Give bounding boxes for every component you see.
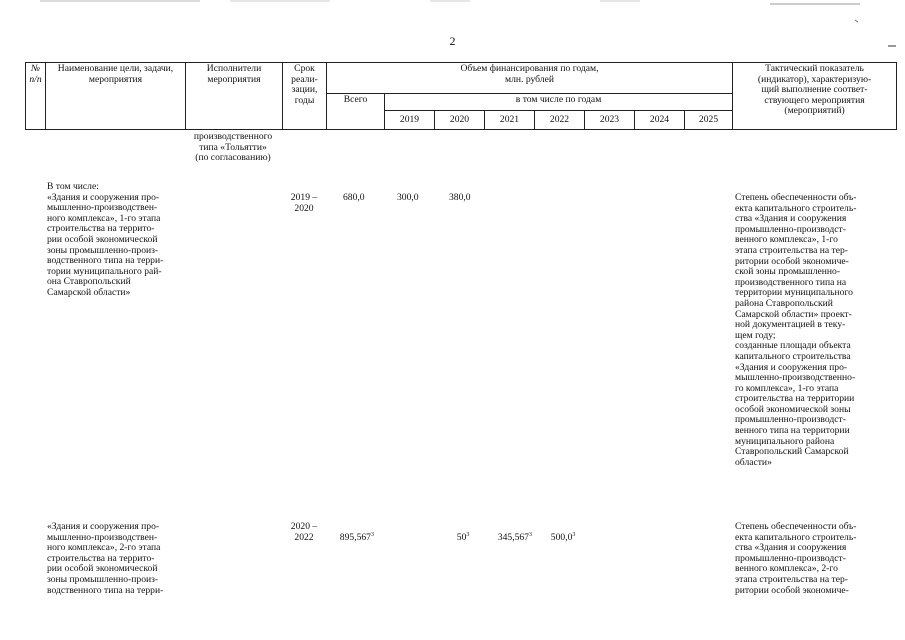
header-year: 2024 — [635, 111, 685, 130]
header-funding: Объем финансирования по годам, млн. рублей — [327, 63, 733, 94]
footnote-mark: 3 — [572, 531, 576, 538]
table-header — [25, 62, 897, 130]
row1-2019: 300,0 — [397, 192, 419, 203]
header-term: Срок реали- зации, годы — [283, 63, 327, 130]
row2-2022: 500,0$^3$ — [550, 531, 576, 543]
header-name: Наименование цели, задачи, мероприятия — [46, 63, 186, 130]
row2-name: «Здания и сооружения про- мышленно-производствен- ного комплекса», 2-го этапа строительства на террито- рии особой экономической зоны промышленно-произ- водственного типа на терри- — [47, 521, 164, 596]
page-number: 2 — [449, 34, 456, 48]
row1-2020: 380,0 — [449, 192, 471, 203]
executor-continuation: производственного типа «Тольятти» (по согласованию) — [193, 131, 273, 164]
header-year: 2019 — [385, 111, 435, 130]
header-num: № п/п — [26, 63, 46, 130]
scan-artifacts — [0, 0, 905, 60]
footnote-mark: 3 — [370, 531, 374, 538]
header-indicator: Тактический показатель (индикатор), характеризую- щий выполнение соответ- ствующего мероприятия (мероприятий) — [733, 63, 897, 130]
header-year: 2020 — [435, 111, 485, 130]
header-total: Всего — [327, 93, 385, 129]
row1-total: 680,0 — [343, 192, 365, 203]
row2-indicator: Степень обеспеченности объ- екта капитального строитель- ства «Здания и сооружения промышленно-производст- венного комплекса», 2-го этапа строительства на тер- ритории особой экономиче- — [735, 521, 857, 596]
header-year: 2022 — [535, 111, 585, 130]
header-executors: Исполнители мероприятия — [186, 63, 283, 130]
row2-2021: 345,567$^3$ — [497, 531, 532, 543]
row1-term: 2019 – 2020 — [290, 192, 318, 214]
header-year: 2023 — [585, 111, 635, 130]
row1-indicator: Степень обеспеченности объ- екта капитального строитель- ства «Здания и сооружения промышленно-производст- венного комплекса», 1-го этапа строительства на тер- ритории особой экономиче- ской зоны промышленно- производственного типа на территории муниципального района Ставропольский Самарской области» проект- ной документацией в теку- щем году; созданные площади объекта капитального строительства «Здания и сооружения про- мышленно-производственно- го комплекса», 1-го этапа строительства на территории особой экономической зоны промышленно-производст- венного типа на территории муниципального района Ставропольский Самарской области» — [735, 192, 857, 468]
row2-total: 895,567$^3$ — [339, 531, 374, 543]
row2-2020: $50^3$ — [456, 531, 470, 543]
footnote-mark: 3 — [528, 531, 532, 538]
row2-term: 2020 – 2022 — [290, 521, 318, 543]
header-year: 2025 — [685, 111, 733, 130]
header-year: 2021 — [485, 111, 535, 130]
header-incl-years: в том числе по годам — [385, 93, 733, 110]
row1-name: В том числе: «Здания и сооружения про- мышленно-производствен- ного комплекса», 1-го этапа строительства на террито- рии особой экономической зоны промышленно-произ- водственного типа на терри- тории муниципального рай- она Ставропольский Самарской области» — [47, 181, 164, 298]
footnote-mark: 3 — [466, 531, 470, 538]
